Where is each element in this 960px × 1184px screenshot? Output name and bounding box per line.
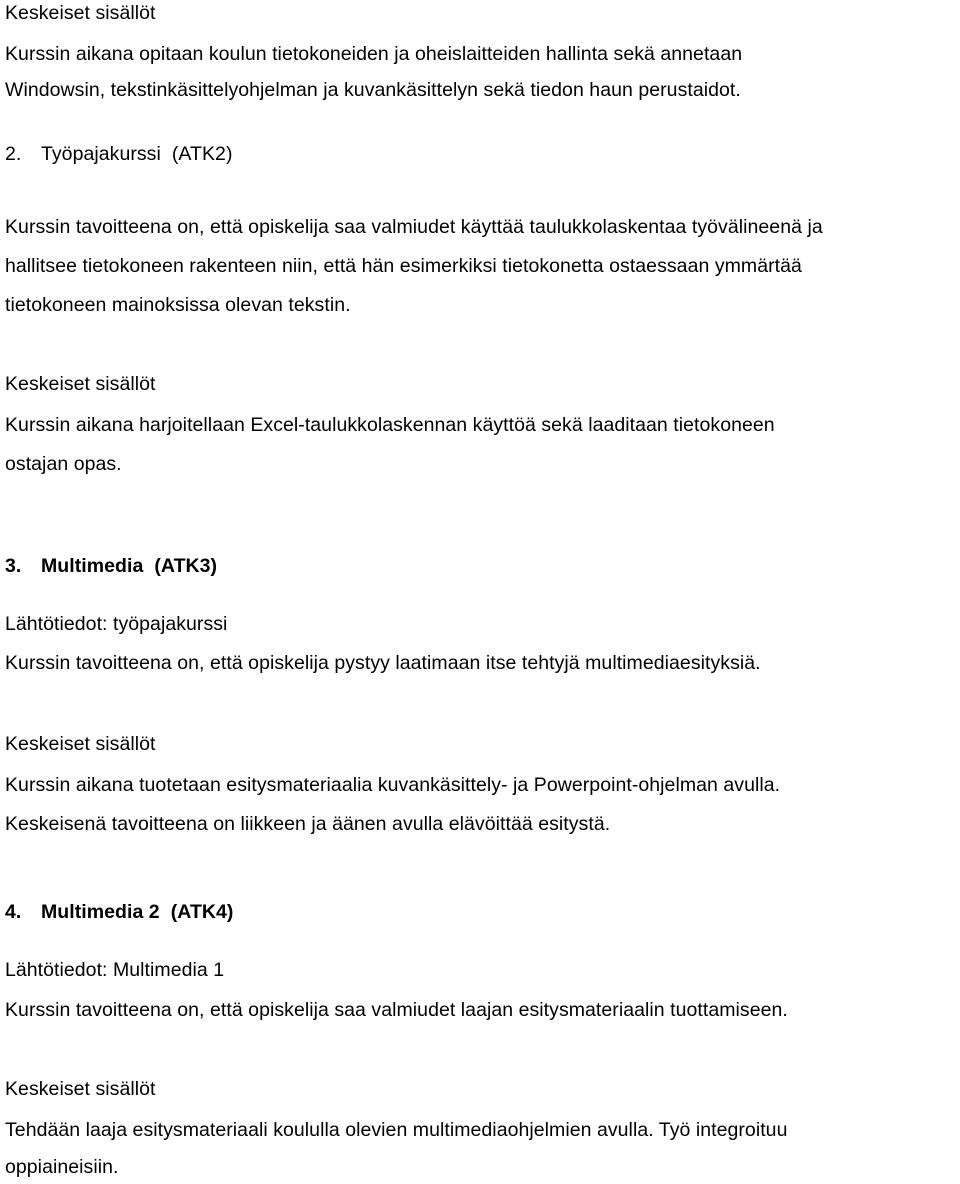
section2-goal-line: Kurssin tavoitteena on, että opiskelija saa valmiudet käyttää taulukkolaskentaa työvälineenä ja bbox=[5, 216, 823, 238]
section4-heading bbox=[5, 900, 233, 924]
section4-code: (ATK4) bbox=[170, 901, 234, 923]
section1-key-heading: Keskeiset sisällöt bbox=[5, 2, 156, 24]
section3-code: (ATK3) bbox=[154, 555, 218, 577]
section4-goal-line: Kurssin tavoitteena on, että opiskelija saa valmiudet laajan esitysmateriaalin tuottamiseen. bbox=[5, 999, 788, 1021]
section1-content-line: Kurssin aikana opitaan koulun tietokoneiden ja oheislaitteiden hallinta sekä annetaan bbox=[5, 43, 743, 65]
section4-content-line: oppiaineisiin. bbox=[5, 1156, 119, 1178]
section3-content-line: Kurssin aikana tuotetaan esitysmateriaalia kuvankäsittely- ja Powerpoint-ohjelman avulla. bbox=[5, 774, 781, 796]
section3-number: 3. bbox=[5, 555, 22, 577]
section2-content-line: Kurssin aikana harjoitellaan Excel-taulukkolaskennan käyttöä sekä laaditaan tietokoneen bbox=[5, 414, 775, 436]
section4-number: 4. bbox=[5, 901, 22, 923]
section3-content-line: Keskeisenä tavoitteena on liikkeen ja äänen avulla elävöittää esitystä. bbox=[5, 813, 611, 835]
section2-goal-line: tietokoneen mainoksissa olevan tekstin. bbox=[5, 294, 351, 316]
section2-key-heading: Keskeiset sisällöt bbox=[5, 373, 156, 395]
section4-content-line: Tehdään laaja esitysmateriaali koululla olevien multimediaohjelmien avulla. Työ integroituu bbox=[5, 1119, 788, 1141]
section2-heading bbox=[5, 142, 232, 166]
section2-number: 2. bbox=[5, 143, 22, 165]
section3-prereq: Lähtötiedot: työpajakurssi bbox=[5, 613, 228, 635]
section3-key-heading: Keskeiset sisällöt bbox=[5, 733, 156, 755]
section2-content-line: ostajan opas. bbox=[5, 453, 122, 475]
section3-goal-line: Kurssin tavoitteena on, että opiskelija pystyy laatimaan itse tehtyjä multimediaesityksiä. bbox=[5, 652, 761, 674]
section2-code: (ATK2) bbox=[171, 143, 233, 165]
section3-heading bbox=[5, 554, 217, 578]
section4-key-heading: Keskeiset sisällöt bbox=[5, 1078, 156, 1100]
section1-content-line: Windowsin, tekstinkäsittelyohjelman ja kuvankäsittelyn sekä tiedon haun perustaidot. bbox=[5, 79, 741, 101]
section3-title: Multimedia bbox=[41, 555, 144, 577]
section4-prereq: Lähtötiedot: Multimedia 1 bbox=[5, 959, 225, 981]
section4-title: Multimedia 2 bbox=[41, 901, 160, 923]
section2-goal-line: hallitsee tietokoneen rakenteen niin, että hän esimerkiksi tietokonetta ostaessaan ymmärtää bbox=[5, 255, 802, 277]
section2-title: Työpajakurssi bbox=[41, 143, 161, 165]
